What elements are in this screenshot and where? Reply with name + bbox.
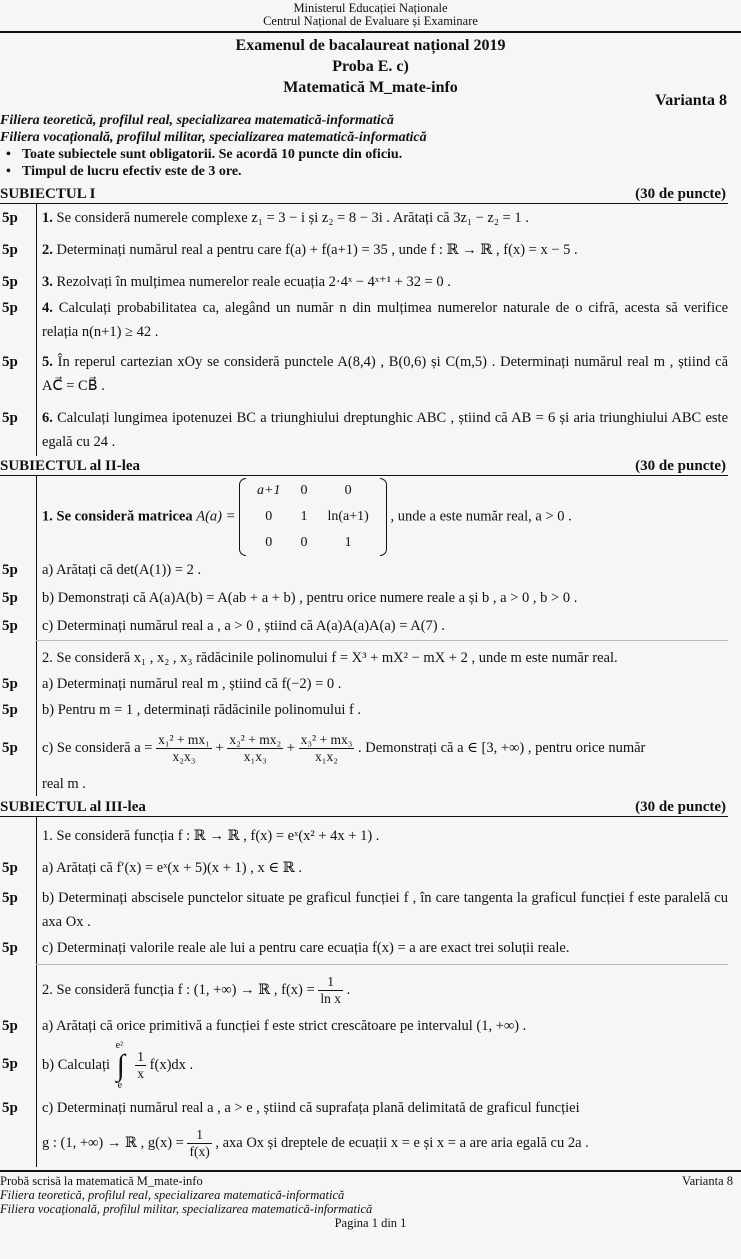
s2-p1a-text: a) Arătați că det(A(1)) = 2 .: [42, 562, 202, 578]
s3-p2c-text-line1: c) Determinați numărul real a , a > e , știind că suprafața plană delimitată de graficul funcției: [42, 1100, 580, 1116]
s3-p1c-text: c) Determinați valorile reale ale lui a pentru care ecuația f(x) = a are exact trei soluții reale.: [42, 940, 570, 956]
subiect1-heading: [0, 185, 726, 203]
s3-p2-intro: [0, 970, 728, 1010]
fraction-3: $\frac{\text{x₃² + mx₃}}{\text{x₁x₂}}$: [300, 732, 353, 765]
points-5p: 5p: [2, 354, 18, 370]
separator: [36, 964, 728, 965]
s1-item-1-text: 1. Se consideră numerele complexe z₁ = 3 − i și z₂ = 8 − 3i . Arătați că 3z₁ − z₂ = 1 .: [42, 210, 529, 226]
s2-p1b-text: b) Demonstrați că A(a)A(b) = A(ab + a + b) , pentru orice numere reale a și b , a > 0 , b > 0 .: [42, 590, 578, 606]
s2-p1-intro: [0, 478, 728, 554]
s2-p2c: [0, 728, 728, 768]
center-name: Centrul Național de Evaluare și Examinare: [263, 14, 478, 28]
footer-line2: Filiera teoretică, profilul real, specializarea matematică-informatică: [0, 1188, 345, 1202]
header-rule: [0, 31, 741, 33]
separator: [36, 640, 728, 641]
s2-p1-intro-text: 1. Se consideră matricea A(a) = a+1 0 0 0 1 ln(a+1) 0 0 1 , unde a este număr real, a > 0 .: [42, 478, 728, 556]
points-5p: 5p: [2, 410, 18, 426]
s1-item-6-text: 6. Calculați lungimea ipotenuzei BC a triunghiului dreptunghic ABC , știind că AB = 6 și aria triunghiului ABC este egală cu 24 .: [42, 410, 729, 450]
points-5p: 5p: [2, 740, 18, 756]
integral-sign: [114, 1039, 132, 1091]
footer-page-number: Pagina 1 din 1: [334, 1216, 407, 1230]
header-info: [0, 112, 741, 180]
s1-item-3-text: 3. Rezolvați în mulțimea numerelor reale ecuația 2·4ˣ − 4ˣ⁺¹ + 32 = 0 .: [42, 274, 451, 290]
s2-p1c-text: c) Determinați numărul real a , a > 0 , știind că A(a)A(a)A(a) = A(7) .: [42, 618, 445, 634]
fraction-1-over-lnx: $\frac{1}{\text{ln x}}$: [320, 974, 341, 1007]
s2-p2a-text: a) Determinați numărul real m , știind că f(−2) = 0 .: [42, 676, 342, 692]
points-5p: 5p: [2, 890, 18, 906]
ministry-name: Ministerul Educației Naționale: [293, 1, 448, 15]
integral-upper-limit: e²: [115, 1039, 124, 1051]
subiect2-heading: [0, 457, 726, 475]
s3-p2a-text: a) Arătați că orice primitivă a funcției f este strict crescătoare pe intervalul (1, +∞) .: [42, 1018, 527, 1034]
footer-line3: Filiera vocațională, profilul militar, specializarea matematică-informatică: [0, 1202, 373, 1216]
footer: [0, 1174, 741, 1230]
points-5p: 5p: [2, 210, 18, 226]
filiera-teoretica: Filiera teoretică, profilul real, specializarea matematică-informatică: [0, 113, 394, 128]
fraction-1-over-x: $\frac{1}{x}$: [137, 1049, 145, 1082]
subiect1-title: SUBIECTUL I: [0, 186, 96, 202]
points-5p: 5p: [2, 274, 18, 290]
points-5p: 5p: [2, 562, 18, 578]
s3-p2b-text: b) Calculați e² ∫ e $\frac{1}{x}$ f(x)dx .: [42, 1039, 194, 1091]
s3-p2b: [0, 1040, 728, 1090]
rule-bullet-1: • Toate subiectele sunt obligatorii. Se acordă 10 puncte din oficiu.: [0, 146, 741, 163]
fraction-1: $\frac{\text{x₁² + mx₁}}{\text{x₂x₃}}$: [158, 732, 210, 765]
points-5p: 5p: [2, 590, 18, 606]
footer-variant: Varianta 8: [681, 1174, 733, 1188]
points-5p: 5p: [2, 702, 18, 718]
subiect3-rule: [0, 816, 728, 817]
points-5p: 5p: [2, 1100, 18, 1116]
subject-title: Matematică M_mate-info: [283, 79, 458, 96]
fraction-1-over-fx: $\frac{1}{f(x)}$: [189, 1127, 210, 1160]
proba-title: Proba E. c): [332, 58, 409, 75]
points-5p: 5p: [2, 1018, 18, 1034]
points-5p: 5p: [2, 860, 18, 876]
s2-p2b-text: b) Pentru m = 1 , determinați rădăcinile polinomului f .: [42, 702, 362, 718]
integral-lower-limit: e: [117, 1079, 123, 1091]
s1-item-2-text: 2. Determinați numărul real a pentru care f(a) + f(a+1) = 35 , unde f : ℝ → ℝ , f(x) = x − 5 .: [42, 242, 578, 258]
points-5p: 5p: [2, 300, 18, 316]
s3-p1b-text: b) Determinați abscisele punctelor situate pe graficul funcției f , în care tangenta la graficul funcției f este paralelă cu axa Ox .: [42, 890, 728, 930]
subiect3-points: (30 de puncte): [635, 799, 726, 815]
exam-title: Examenul de bacalaureat național 2019: [235, 37, 506, 54]
subiect1-margin-bar: [36, 204, 37, 456]
s3-p1a-text: a) Arătați că f′(x) = eˣ(x + 5)(x + 1) , x ∈ ℝ .: [42, 860, 303, 876]
s3-p1-intro-text: 1. Se consideră funcția f : ℝ → ℝ , f(x) = eˣ(x² + 4x + 1) .: [42, 828, 380, 844]
points-5p: 5p: [2, 1056, 18, 1072]
s2-p2c-text: c) Se consideră a = $\frac{\text{x₁² + mx₁}}{\text{x₂x₃}}$ + $\frac{\text{x₂² + mx₂}}{\text{x₁x₃}}$ + $\frac{\text{x₃² + mx₃}}{\text{x₁x₂}}$ . Demonstrați că a ∈ [3, +∞) , pentru orice număr: [42, 732, 646, 765]
footer-rule: [0, 1170, 741, 1172]
subiect1-rule: [0, 203, 728, 204]
subiect2-points: (30 de puncte): [635, 458, 726, 474]
fraction-2: $\frac{\text{x₂² + mx₂}}{\text{x₁x₃}}$: [229, 732, 282, 765]
subiect3-title: SUBIECTUL al III-lea: [0, 799, 146, 815]
s3-p2c-line2: [0, 1122, 728, 1164]
rule-bullet-2: • Timpul de lucru efectiv este de 3 ore.: [0, 163, 741, 180]
s1-item-5-text: 5. În reperul cartezian xOy se consideră punctele A(8,4) , B(0,6) și C(m,5) . Determinați numărul real m , știind că AC⃗ = CB⃗ .: [42, 354, 729, 394]
s3-p2c-text-line2: g : (1, +∞) → ℝ , g(x) = $\frac{1}{f(x)}$ , axa Ox și dreptele de ecuații x = e și x = a are aria egală cu 2a .: [42, 1127, 589, 1160]
subiect3-heading: [0, 798, 726, 816]
header-institution: [0, 2, 741, 28]
points-5p: 5p: [2, 676, 18, 692]
s1-item-4-text: 4. Calculați probabilitatea ca, alegând un număr n din mulțimea numerelor naturale de o cifră, acesta să verifice relația n(n+1) ≥ 42 .: [42, 300, 729, 340]
integral-symbol: ∫: [116, 1048, 125, 1082]
s3-p2-intro-text: 2. Se consideră funcția f : (1, +∞) → ℝ , f(x) = $\frac{1}{\text{ln x}}$ .: [42, 974, 351, 1007]
subiect1-points: (30 de puncte): [635, 186, 726, 202]
subiect2-title: SUBIECTUL al II-lea: [0, 458, 141, 474]
header-titles: [0, 35, 741, 98]
points-5p: 5p: [2, 940, 18, 956]
points-5p: 5p: [2, 242, 18, 258]
s2-p2-intro-text: 2. Se consideră x₁ , x₂ , x₃ rădăcinile polinomului f = X³ + mX² − mX + 2 , unde m este număr real.: [42, 650, 618, 666]
points-5p: 5p: [2, 618, 18, 634]
variant-label: Varianta 8: [655, 92, 727, 109]
footer-line1: Probă scrisă la matematică M_mate-info: [0, 1174, 203, 1188]
matrix-A: a+1 0 0 0 1 ln(a+1) 0 0 1: [239, 478, 387, 556]
filiera-vocationala: Filiera vocațională, profilul militar, specializarea matematică-informatică: [0, 130, 427, 145]
subiect2-rule: [0, 475, 728, 476]
s2-p2c-cont-text: real m .: [42, 776, 86, 792]
